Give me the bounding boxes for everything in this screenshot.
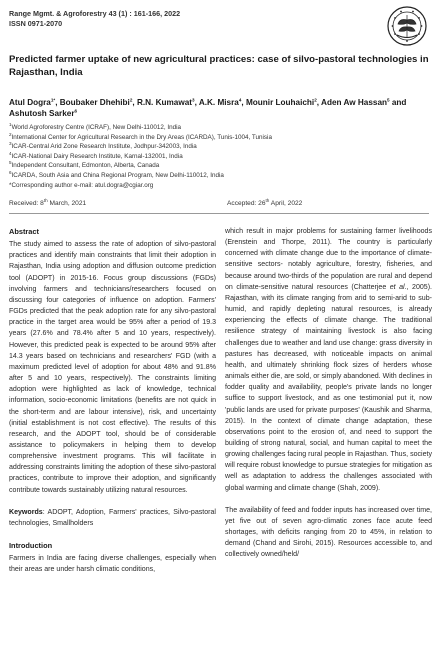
keywords-label: Keywords xyxy=(9,508,43,516)
keywords-text: : ADOPT, Adoption, Farmers' practices, Silvo-pastoral technologies, Smallholders xyxy=(9,508,216,527)
received-date: Received: 8th March, 2021 xyxy=(9,197,87,207)
right-column xyxy=(225,226,432,561)
header-divider xyxy=(9,213,429,214)
abstract-text: The study aimed to assess the rate of adoption of silvo-pastoral practices and identify main constraints that limit their adoption in Rajasthan, India using adoption and diffusion outcome prediction tool (ADOPT) in 2015-16. Focus group discussions (FGDs) involving farmers and technicians/researchers focused on discussing four categories of influence on adoption. Farmers' FGDs predicted that the peak adoption rate for any silvo-pastoral practice in the target area would be 95% after a period of 19.3 years (27.6% and 78.4% after 5 and 10 years, respectively). However, this predicted peak is expected to be around 95% after 14.3 years based on technicians and researchers' FGD (with a maximum predicted level of adoption for about 48% and 91.8% after 5 and 10 years, respectively). The constraints limiting adoption were highlighted as lack of knowledge, technical information, socio-economic limitations (benefits are not quick in the short-term and are labour intensive), risk, and uncertainty (initial establishment is not cost effective). The results of this research, and the ADOPT tool, should be of considerable assistance to policymakers in helping them to develop comprehensive investment programs. This will facilitate in addressing constraints limiting the adoption of these silvo-pastoral practices, contribute to improve their adoption, and significantly contribute towards sustainably utilizing natural resources. xyxy=(9,241,216,494)
journal-citation xyxy=(9,9,180,28)
affiliation-line: $^2$International Center for Agricultural Research in the Dry Areas (ICARDA), Tunis-1004, Tunisia xyxy=(9,131,272,141)
body-paragraph-2: The availability of feed and fodder inputs has increased over time, yet five out of seven agro-climatic zones face acute feed shortages, with deficits ranging from 20 to 45%, in relation to demand (Chand and Sirohi, 2015). Resources accessible to, and collectively owned/held/ xyxy=(225,506,432,559)
introduction-heading: Introduction xyxy=(9,541,53,551)
left-column xyxy=(9,226,216,576)
affiliation-line: $^6$ICARDA, South Asia and China Regional Program, New Delhi-110012, India xyxy=(9,169,224,179)
author-name: Mounir Louhaichi$^2$ xyxy=(245,97,317,107)
accepted-date: Accepted: 26th April, 2022 xyxy=(227,197,303,207)
article-dates xyxy=(9,197,429,210)
author-name: A.K. Misra$^4$ xyxy=(198,97,242,107)
keywords xyxy=(9,507,216,529)
abstract-heading: Abstract xyxy=(9,227,39,236)
affiliation-line: *Corresponding author e-mail: atul.dogra@cgiar.org xyxy=(9,181,154,189)
affiliation-list xyxy=(9,123,429,190)
affiliation-line: $^4$ICAR-National Dairy Research Institute, Karnal-132001, India xyxy=(9,150,183,160)
body-paragraph-1: which result in major problems for sustaining farmer livelihoods (Erenstein and Thorpe, 2011). The country is particularly concerned with climate change due to the importance of climate-sensitive sectors- notably agriculture, forestry, fisheries, and because around two-thirds of the population are rural and depend on climate-sensitive natural resources (Chatterjee et al., 2005). Rajasthan, with its climate ranging from arid to semi-arid to sub-humid, and rapidly depleting natural resources, is already experiencing the effects of climate change. The traditional resilience strategy of maintaining livestock is also facing challenges due to weather and land use change: grass diversity in pastures has decreased, with noticeable impacts on animal health, and ultimately shrinking flock sizes of herders whose animals either die, are sold, or simply abandoned. With declines in fodder quality and availability, people's private lands no longer suffice to support livestock, and as one testimonial put it, now 'public lands are used for private purposes' (Kaushik and Sharma, 2015). In the context of climate change adaptation, these observations point to the erosion of, and need to support the building of strong natural, social, and human capital to meet the growing challenges facing rural people in Rajasthan. Thus, society will require robust knowledge to pursue strategies for mitigation as well as adaptation to address the challenges associated with global warming and climate change (Shah, 2009). xyxy=(225,228,432,492)
affiliation-line: $^3$ICAR-Central Arid Zone Research Institute, Jodhpur-342003, India xyxy=(9,141,197,151)
paper-title: Predicted farmer uptake of new agricultural practices: case of silvo-pastoral technologies in Rajasthan, India xyxy=(9,54,429,78)
author-name: Boubaker Dhehibi$^2$ xyxy=(59,97,133,107)
journal-line: Range Mgmt. & Agroforestry 43 (1) : 161-166, 2022 xyxy=(9,9,181,18)
author-name: Atul Dogra$^{1*}$ xyxy=(9,97,56,107)
author-name: and Ashutosh Sarker$^6$ xyxy=(9,98,407,118)
affiliation-line: $^1$World Agroforestry Centre (ICRAF), New Delhi-110012, India xyxy=(9,121,182,131)
issn-line: ISSN 0971-2070 xyxy=(9,18,63,28)
introduction-text: Farmers in India are facing diverse challenges, especially when their areas are under harsh climatic conditions, xyxy=(9,555,216,574)
affiliation-line: $^5$Independent Consultant, Edmonton, Alberta, Canada xyxy=(9,160,160,170)
author-name: Aden Aw Hassan$^5$ xyxy=(321,97,390,107)
author-name: R.N. Kumawat$^3$ xyxy=(136,97,195,107)
author-list: Atul Dogra$^{1*}$, Boubaker Dhehibi$^2$, R.N. Kumawat$^3$, A.K. Misra$^4$, Mounir Louhaichi$^2$, Aden Aw Hassan$^5$ and Ashutosh Sarker$^6$ xyxy=(9,97,407,118)
society-seal-logo xyxy=(387,6,427,46)
